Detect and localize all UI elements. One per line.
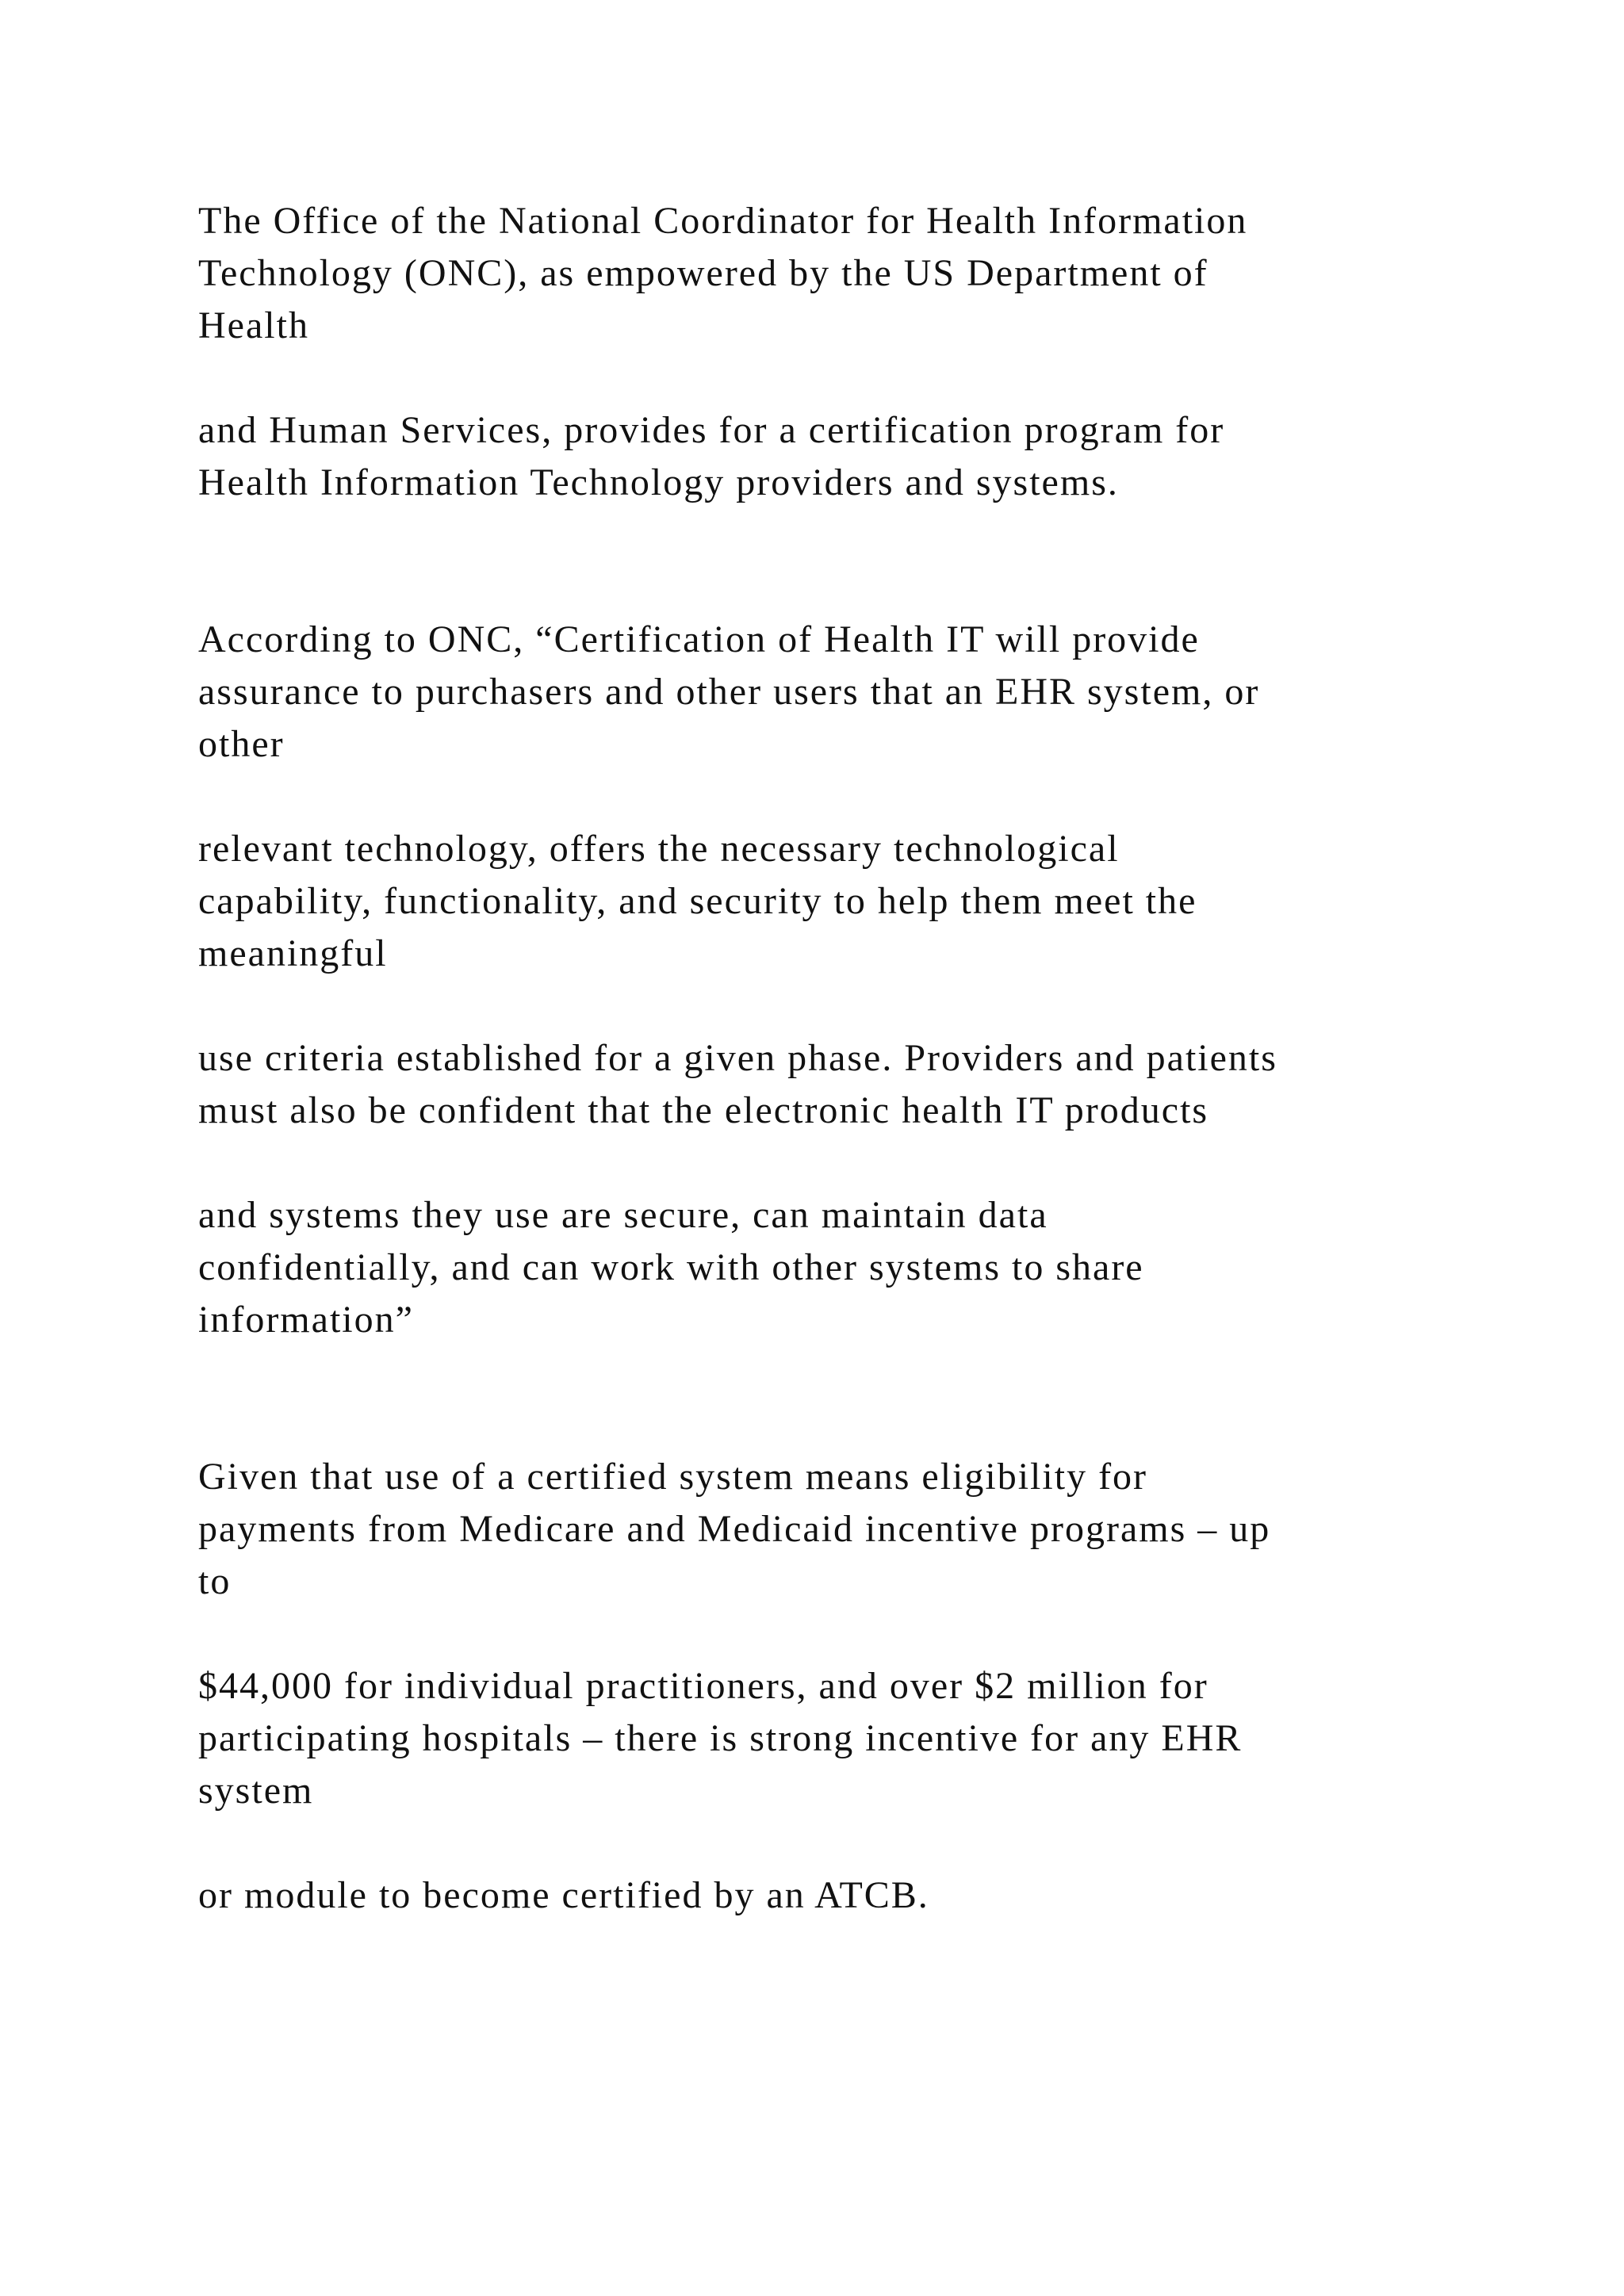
paragraph-5 (198, 1032, 1483, 1137)
paragraph-4 (198, 823, 1483, 980)
paragraph-line: The Office of the National Coordinator for Health Information (198, 200, 1248, 242)
paragraph-2 (198, 404, 1483, 509)
paragraph-line: other (198, 723, 285, 765)
paragraph-line: relevant technology, offers the necessary technological (198, 828, 1120, 870)
paragraph-1 (198, 195, 1483, 352)
paragraph-3 (198, 614, 1483, 771)
paragraph-9 (198, 1869, 1483, 1922)
paragraph-line: Health Information Technology providers and systems. (198, 461, 1119, 503)
paragraph-line: must also be confident that the electronic health IT products (198, 1089, 1209, 1131)
paragraph-line: $44,000 for individual practitioners, and over $2 million for (198, 1665, 1208, 1707)
paragraph-line: confidentially, and can work with other systems to share (198, 1246, 1144, 1288)
paragraph-line: system (198, 1770, 314, 1812)
paragraph-line: participating hospitals – there is strong incentive for any EHR (198, 1717, 1243, 1759)
paragraph-line: and Human Services, provides for a certification program for (198, 409, 1225, 451)
paragraph-line: and systems they use are secure, can maintain data (198, 1194, 1048, 1236)
paragraph-line: Given that use of a certified system means eligibility for (198, 1456, 1148, 1498)
paragraph-line: payments from Medicare and Medicaid incentive programs – up (198, 1508, 1271, 1550)
paragraph-line: Health (198, 304, 309, 346)
paragraph-line: meaningful (198, 932, 388, 974)
paragraph-line: assurance to purchasers and other users that an EHR system, or (198, 671, 1260, 713)
paragraph-line: According to ONC, “Certification of Health IT will provide (198, 618, 1200, 660)
paragraph-line: capability, functionality, and security to help them meet the (198, 880, 1197, 922)
paragraph-line: to (198, 1560, 232, 1602)
paragraph-7 (198, 1451, 1483, 1608)
paragraph-8 (198, 1660, 1483, 1817)
paragraph-line: information” (198, 1299, 414, 1341)
paragraph-6 (198, 1189, 1483, 1346)
paragraph-line: use criteria established for a given phase. Providers and patients (198, 1037, 1277, 1079)
paragraph-line: or module to become certified by an ATCB. (198, 1874, 929, 1916)
paragraph-line: Technology (ONC), as empowered by the US Department of (198, 252, 1208, 294)
